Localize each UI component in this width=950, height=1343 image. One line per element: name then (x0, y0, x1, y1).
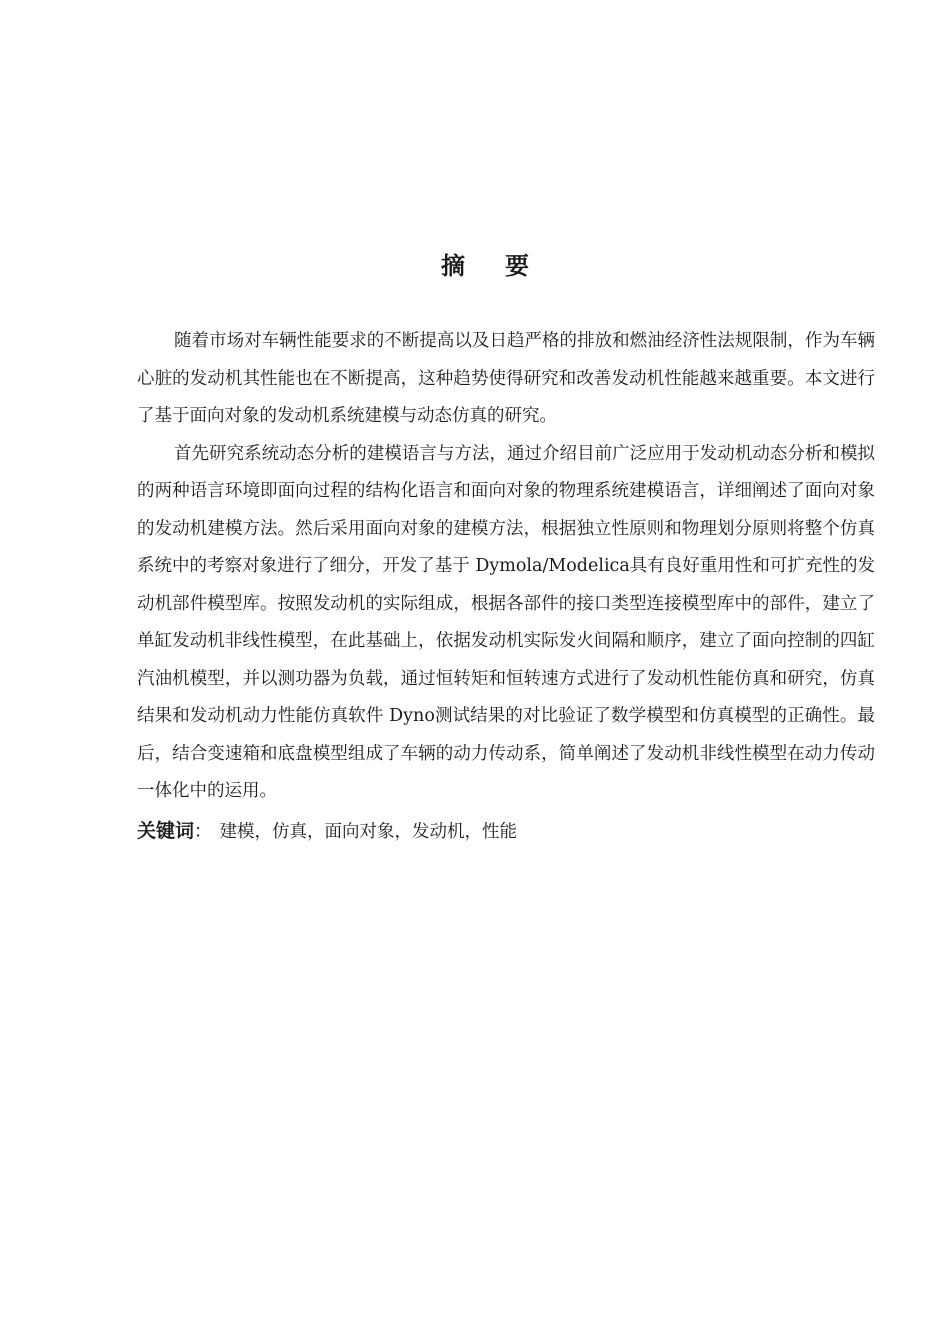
abstract-title: 摘要 (441, 252, 569, 280)
keywords-colon: ： (194, 822, 212, 842)
abstract-paragraph-2: 首先研究系统动态分析的建模语言与方法，通过介绍目前广泛应用于发动机动态分析和模拟的两种语言环境即面向过程的结构化语言和面向对象的物理系统建模语言，详细阐述了面向对象的发动机建模方法。然后采用面向对象的建模方法，根据独立性原则和物理划分原则将整个仿真系统中的考察对象进行了细分，开发了基于 Dymola/Modelica具有良好重用性和可扩充性的发动机部件模型库。按照发动机的实际组成，根据各部件的接口类型连接模型库中的部件，建立了单缸发动机非线性模型，在此基础上，依据发动机实际发火间隔和顺序，建立了面向控制的四缸汽油机模型，并以测功器为负载，通过恒转矩和恒转速方式进行了发动机性能仿真和研究，仿真结果和发动机动力性能仿真软件 Dyno测试结果的对比验证了数学模型和仿真模型的正确性。最后，结合变速箱和底盘模型组成了车辆的动力传动系，简单阐述了发动机非线性模型在动力传动一体化中的运用。 (137, 443, 875, 801)
abstract-paragraph-1: 随着市场对车辆性能要求的不断提高以及日趋严格的排放和燃油经济性法规限制，作为车辆心脏的发动机其性能也在不断提高，这种趋势使得研究和改善发动机性能越来越重要。本文进行了基于面向对象的发动机系统建模与动态仿真的研究。 (137, 331, 875, 426)
keywords-line (137, 815, 875, 848)
abstract-body (137, 323, 875, 811)
keywords-list: 建模，仿真，面向对象，发动机，性能 (219, 822, 518, 842)
keywords-label: 关键词 (137, 820, 195, 842)
